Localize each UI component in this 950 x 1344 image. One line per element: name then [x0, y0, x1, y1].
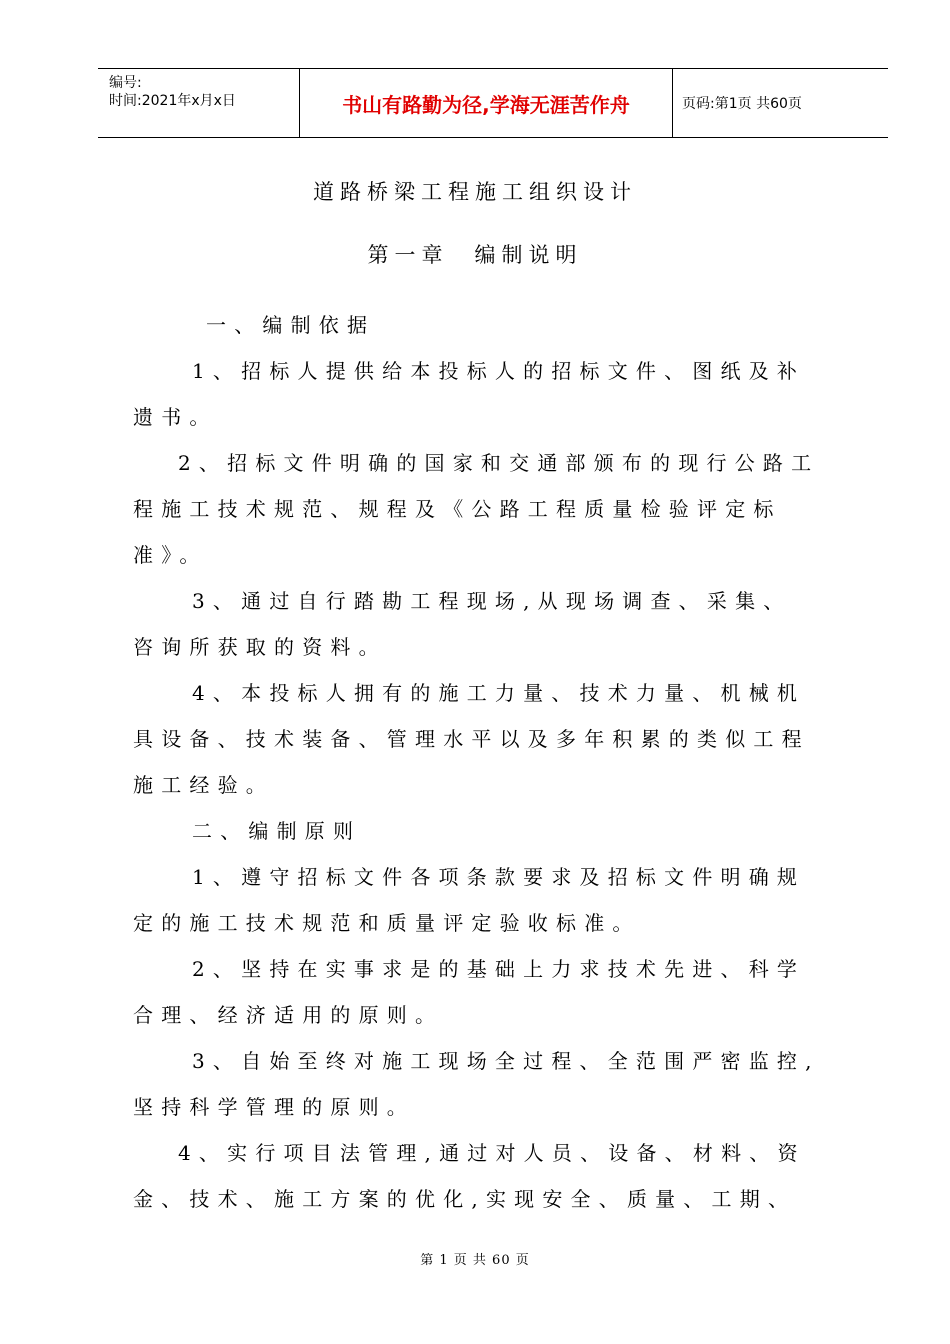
header-meta: [98, 69, 300, 137]
chapter-name: 编制说明: [474, 243, 583, 267]
paragraph-line: 1、遵守招标文件各项条款要求及招标文件明确规: [192, 865, 806, 889]
paragraph-line: 4、实行项目法管理,通过对人员、设备、材料、资: [178, 1141, 806, 1165]
paragraph-line: 具设备、技术装备、管理水平以及多年积累的类似工程: [133, 727, 810, 751]
paragraph-line: 2、招标文件明确的国家和交通部颁布的现行公路工: [178, 451, 820, 475]
page-footer: 第 1 页 共 60 页: [420, 1253, 530, 1268]
doc-title: 道路桥梁工程施工组织设计: [313, 180, 637, 204]
paragraph-line: 1、招标人提供给本投标人的招标文件、图纸及补: [192, 359, 806, 383]
doc-number-label: 编号:: [109, 75, 142, 91]
paragraph-line: 遗书。: [133, 405, 218, 429]
paragraph-line: 坚持科学管理的原则。: [133, 1095, 415, 1119]
header-motto-cell: [300, 69, 673, 137]
paragraph-line: 施工经验。: [133, 773, 274, 797]
chapter-number: 第一章: [367, 243, 449, 267]
paragraph-line: 金、技术、施工方案的优化,实现安全、质量、工期、: [133, 1187, 797, 1211]
header-page-info: 页码:第1页 共60页: [682, 96, 802, 112]
paragraph-line: 4、本投标人拥有的施工力量、技术力量、机械机: [192, 681, 806, 705]
paragraph-line: 2、坚持在实事求是的基础上力求技术先进、科学: [192, 957, 806, 981]
paragraph-line: 3、通过自行踏勘工程现场,从现场调查、采集、: [192, 589, 792, 613]
section-heading: 二、编制原则: [192, 819, 362, 843]
header-motto: 书山有路勤为径,学海无涯苦作舟: [342, 92, 630, 117]
doc-time-label: 时间:2021年x月x日: [109, 93, 236, 109]
paragraph-line: 3、自始至终对施工现场全过程、全范围严密监控,: [192, 1049, 820, 1073]
paragraph-line: 咨询所获取的资料。: [133, 635, 387, 659]
chapter-heading: [0, 239, 950, 269]
paragraph-line: 程施工技术规范、规程及《公路工程质量检验评定标: [133, 497, 782, 521]
section-heading: 一、编制依据: [206, 313, 376, 337]
paragraph-line: 准》。: [133, 543, 208, 567]
page-header: [98, 68, 888, 138]
paragraph-line: 定的施工技术规范和质量评定验收标准。: [133, 911, 641, 935]
paragraph-line: 合理、经济适用的原则。: [133, 1003, 444, 1027]
